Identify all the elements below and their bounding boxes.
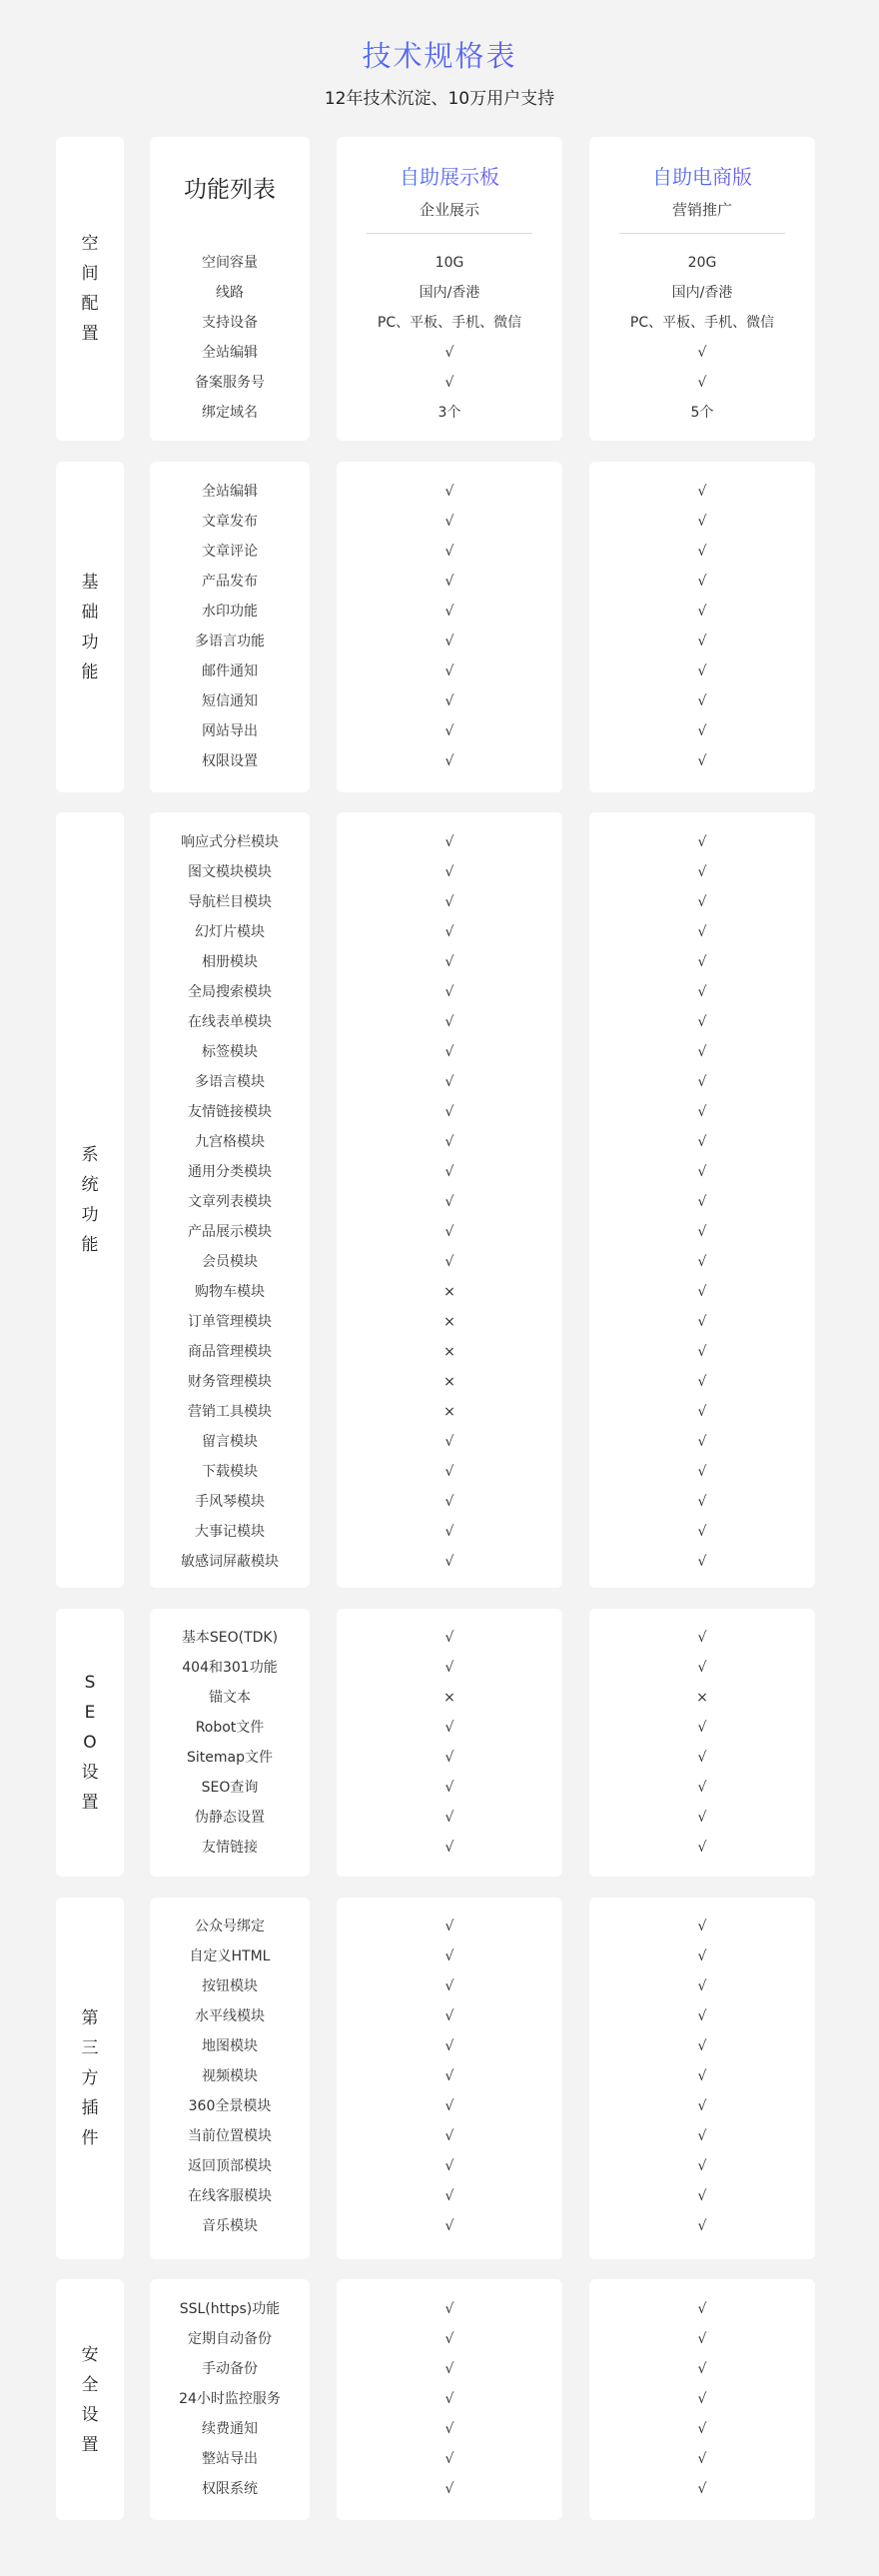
- feature-label: 图文模块模块: [188, 864, 272, 880]
- feature-value: √: [697, 1284, 707, 1300]
- feature-label: 文章评论: [202, 544, 258, 560]
- row-list: [589, 1912, 815, 2241]
- value-card: [589, 2279, 815, 2520]
- value-card: [589, 812, 815, 1588]
- feature-value: √: [444, 574, 454, 590]
- category-char: 全: [81, 2374, 99, 2395]
- feature-label: 24小时监控服务: [179, 2391, 281, 2407]
- feature-value: √: [697, 894, 707, 910]
- row-list: [150, 827, 310, 1577]
- feature-value: √: [697, 2008, 707, 2024]
- feature-value: √: [444, 984, 454, 1000]
- feature-value: ×: [696, 1690, 708, 1706]
- feature-card: [150, 2279, 310, 2520]
- feature-label: 在线表单模块: [188, 1014, 272, 1030]
- row-list: [589, 248, 815, 428]
- plan-subtitle: 营销推广: [671, 201, 732, 219]
- feature-label: 邮件通知: [202, 663, 258, 679]
- row-list: [337, 248, 562, 428]
- value-card: [589, 1898, 815, 2259]
- category-char: 能: [81, 1235, 99, 1255]
- plan-name: 自助展示板: [337, 161, 562, 190]
- feature-value: √: [444, 1660, 454, 1676]
- feature-label: 手动备份: [202, 2361, 258, 2377]
- feature-value: √: [697, 954, 707, 970]
- feature-value: √: [444, 1464, 454, 1480]
- feature-label: 通用分类模块: [188, 1164, 272, 1180]
- category-char: 功: [81, 632, 99, 652]
- feature-value: ×: [443, 1314, 455, 1330]
- feature-value: √: [444, 345, 454, 361]
- category-char: 功: [81, 1205, 99, 1225]
- feature-value: 5个: [690, 405, 714, 421]
- value-card: [337, 812, 562, 1588]
- feature-value: √: [697, 1524, 707, 1540]
- feature-value: PC、平板、手机、微信: [377, 315, 522, 331]
- feature-value: √: [444, 2038, 454, 2054]
- feature-value: √: [697, 514, 707, 530]
- row-list: [337, 2294, 562, 2504]
- feature-value: √: [697, 2158, 707, 2174]
- category-char: 插: [81, 2098, 99, 2118]
- feature-value: √: [697, 1434, 707, 1450]
- feature-label: 空间容量: [202, 255, 258, 271]
- plan-name: 自助电商版: [589, 161, 815, 190]
- feature-label: 按钮模块: [202, 1978, 258, 1994]
- feature-value: √: [697, 1554, 707, 1570]
- feature-label: Sitemap文件: [187, 1750, 273, 1766]
- row-list: [589, 1623, 815, 1863]
- feature-value: √: [444, 2421, 454, 2437]
- category-char: 第: [81, 2008, 99, 2028]
- category-char: 系: [81, 1145, 99, 1165]
- feature-value: √: [444, 1630, 454, 1646]
- category-card: [56, 812, 124, 1588]
- feature-value: √: [444, 2451, 454, 2467]
- category-char: 间: [81, 264, 99, 284]
- feature-value: 国内/香港: [671, 285, 733, 301]
- feature-value: √: [444, 2188, 454, 2204]
- category-char: 件: [81, 2128, 99, 2148]
- feature-label: 多语言功能: [195, 634, 265, 649]
- category-char: 设: [81, 2404, 99, 2425]
- feature-label: 产品发布: [202, 574, 258, 590]
- feature-value: √: [444, 924, 454, 940]
- feature-label: 相册模块: [202, 954, 258, 970]
- feature-value: √: [444, 2158, 454, 2174]
- feature-label: 绑定域名: [202, 405, 258, 421]
- feature-value: √: [444, 2391, 454, 2407]
- feature-value: √: [444, 2008, 454, 2024]
- feature-value: √: [697, 1104, 707, 1120]
- category-char: 三: [81, 2038, 99, 2058]
- feature-value: √: [697, 2068, 707, 2084]
- feature-value: √: [444, 1750, 454, 1766]
- feature-value: √: [697, 834, 707, 850]
- feature-label: SSL(https)功能: [179, 2301, 281, 2317]
- feature-value: 3个: [438, 405, 461, 421]
- feature-value: √: [444, 544, 454, 560]
- feature-label: 支持设备: [202, 315, 258, 331]
- feature-value: √: [697, 1948, 707, 1964]
- feature-value: √: [697, 2421, 707, 2437]
- row-list: [337, 827, 562, 1577]
- plan-divider: [367, 233, 532, 234]
- feature-value: √: [697, 2451, 707, 2467]
- value-card: [337, 462, 562, 792]
- feature-value: √: [697, 1720, 707, 1736]
- feature-value: √: [697, 1919, 707, 1934]
- feature-label: 手风琴模块: [195, 1494, 265, 1510]
- feature-value: √: [444, 2218, 454, 2234]
- feature-label: 定期自动备份: [188, 2331, 272, 2347]
- feature-value: √: [444, 1810, 454, 1826]
- feature-value: √: [444, 484, 454, 500]
- feature-value: √: [697, 2391, 707, 2407]
- row-list: [150, 477, 310, 776]
- feature-value: √: [444, 834, 454, 850]
- feature-label: 购物车模块: [195, 1284, 265, 1300]
- feature-label: 锚文本: [209, 1690, 251, 1706]
- feature-value: √: [697, 574, 707, 590]
- feature-label: 网站导出: [202, 723, 258, 739]
- feature-value: √: [697, 984, 707, 1000]
- feature-value: √: [697, 2218, 707, 2234]
- feature-label: 公众号绑定: [195, 1919, 265, 1934]
- feature-value: √: [444, 693, 454, 709]
- feature-value: √: [444, 2128, 454, 2144]
- feature-value: √: [697, 345, 707, 361]
- feature-label: 文章列表模块: [188, 1194, 272, 1210]
- row-list: [589, 2294, 815, 2504]
- feature-label: 在线客服模块: [188, 2188, 272, 2204]
- feature-card: [150, 462, 310, 792]
- feature-value: √: [697, 1134, 707, 1150]
- feature-value: √: [697, 1014, 707, 1030]
- feature-value: √: [697, 924, 707, 940]
- feature-value: √: [697, 1810, 707, 1826]
- feature-value: √: [697, 1074, 707, 1090]
- feature-value: √: [697, 1344, 707, 1360]
- feature-value: √: [697, 1374, 707, 1390]
- value-card: [337, 2279, 562, 2520]
- feature-card: [150, 812, 310, 1588]
- feature-value: √: [697, 1404, 707, 1420]
- feature-label: 大事记模块: [195, 1524, 265, 1540]
- feature-value: √: [444, 375, 454, 391]
- feature-card: [150, 1898, 310, 2259]
- feature-value: √: [444, 604, 454, 620]
- feature-value: √: [444, 2068, 454, 2084]
- category-char: 置: [81, 2434, 99, 2455]
- feature-value: √: [444, 864, 454, 880]
- row-list: [150, 248, 310, 428]
- feature-value: √: [444, 2331, 454, 2347]
- feature-value: √: [444, 1224, 454, 1240]
- category-char: 置: [81, 1793, 99, 1813]
- category-char: 配: [81, 294, 99, 314]
- category-char: O: [83, 1733, 97, 1753]
- feature-label: 文章发布: [202, 514, 258, 530]
- feature-value: √: [697, 544, 707, 560]
- feature-label: 全站编辑: [202, 484, 258, 500]
- feature-value: ×: [443, 1344, 455, 1360]
- feature-value: √: [697, 864, 707, 880]
- row-list: [150, 1912, 310, 2241]
- feature-label: 营销工具模块: [188, 1404, 272, 1420]
- feature-value: ×: [443, 1690, 455, 1706]
- feature-label: 360全景模块: [188, 2098, 272, 2114]
- category-char: 统: [81, 1175, 99, 1195]
- feature-value: ×: [443, 1374, 455, 1390]
- category-card: [56, 1609, 124, 1877]
- feature-value: √: [444, 514, 454, 530]
- feature-value: √: [444, 1074, 454, 1090]
- feature-label: 留言模块: [202, 1434, 258, 1450]
- feature-label: 自定义HTML: [189, 1948, 271, 1964]
- feature-value: 国内/香港: [419, 285, 480, 301]
- feature-label: 当前位置模块: [188, 2128, 272, 2144]
- feature-value: ×: [443, 1404, 455, 1420]
- feature-value: √: [697, 1194, 707, 1210]
- row-list: [150, 2294, 310, 2504]
- feature-value: √: [444, 663, 454, 679]
- feature-value: √: [444, 1014, 454, 1030]
- feature-value: √: [697, 1254, 707, 1270]
- category-char: 置: [81, 324, 99, 344]
- feature-value: √: [697, 1224, 707, 1240]
- row-list: [337, 1912, 562, 2241]
- feature-value: √: [697, 2038, 707, 2054]
- category-card: [56, 1898, 124, 2259]
- feature-value: √: [444, 1254, 454, 1270]
- feature-value: √: [697, 634, 707, 649]
- feature-label: 全局搜索模块: [188, 984, 272, 1000]
- feature-label: SEO查询: [201, 1780, 259, 1796]
- feature-value: √: [697, 1044, 707, 1060]
- feature-value: √: [444, 1494, 454, 1510]
- row-list: [589, 477, 815, 776]
- feature-value: √: [697, 2301, 707, 2317]
- feature-value: √: [444, 1134, 454, 1150]
- value-card: [337, 1609, 562, 1877]
- feature-value: √: [444, 1104, 454, 1120]
- feature-value: √: [444, 1524, 454, 1540]
- feature-value: √: [697, 484, 707, 500]
- page-subtitle: 12年技术沉淀、10万用户支持: [324, 89, 555, 109]
- feature-label: 商品管理模块: [188, 1344, 272, 1360]
- row-list: [589, 827, 815, 1577]
- feature-value: ×: [443, 1284, 455, 1300]
- value-card: [589, 1609, 815, 1877]
- feature-value: √: [444, 2361, 454, 2377]
- category-char: 能: [81, 661, 99, 682]
- category-char: 空: [81, 234, 99, 254]
- feature-label: 伪静态设置: [195, 1810, 265, 1826]
- feature-label: 返回顶部模块: [188, 2158, 272, 2174]
- category-char: 方: [81, 2068, 99, 2088]
- feature-label: 基本SEO(TDK): [181, 1630, 279, 1646]
- plan-divider: [619, 233, 785, 234]
- feature-label: 会员模块: [202, 1254, 258, 1270]
- feature-value: √: [697, 1978, 707, 1994]
- feature-card: [150, 137, 310, 441]
- category-card: [56, 137, 124, 441]
- category-char: E: [84, 1703, 96, 1723]
- feature-label: 备案服务号: [195, 375, 265, 391]
- feature-label: 权限设置: [202, 753, 258, 769]
- feature-label: 续费通知: [202, 2421, 258, 2437]
- feature-value: √: [444, 1194, 454, 1210]
- feature-value: 10G: [435, 255, 464, 271]
- feature-value: √: [697, 2188, 707, 2204]
- feature-value: √: [697, 693, 707, 709]
- category-char: 设: [81, 1763, 99, 1783]
- feature-label: 短信通知: [202, 693, 258, 709]
- feature-label: 水印功能: [202, 604, 258, 620]
- feature-value: √: [697, 753, 707, 769]
- feature-label: 九宫格模块: [195, 1134, 265, 1150]
- feature-label: 下载模块: [202, 1464, 258, 1480]
- feature-label: 标签模块: [202, 1044, 258, 1060]
- category-char: S: [84, 1673, 96, 1693]
- feature-label: 友情链接模块: [188, 1104, 272, 1120]
- feature-label: 订单管理模块: [188, 1314, 272, 1330]
- category-card: [56, 2279, 124, 2520]
- row-list: [337, 1623, 562, 1863]
- plan-card: [337, 137, 562, 441]
- feature-label: 幻灯片模块: [195, 924, 265, 940]
- feature-value: √: [444, 753, 454, 769]
- feature-value: √: [444, 1720, 454, 1736]
- feature-value: √: [697, 2331, 707, 2347]
- row-list: [337, 477, 562, 776]
- feature-value: √: [697, 2361, 707, 2377]
- feature-label: 音乐模块: [202, 2218, 258, 2234]
- feature-value: √: [697, 2481, 707, 2497]
- feature-value: √: [444, 2301, 454, 2317]
- feature-label: 404和301功能: [182, 1660, 278, 1676]
- feature-label: 地图模块: [202, 2038, 258, 2054]
- feature-value: √: [697, 1630, 707, 1646]
- feature-value: √: [697, 1660, 707, 1676]
- feature-label: 财务管理模块: [188, 1374, 272, 1390]
- feature-value: √: [697, 1494, 707, 1510]
- feature-value: √: [444, 1978, 454, 1994]
- page-title: 技术规格表: [0, 34, 879, 75]
- category-char: 础: [81, 602, 99, 623]
- feature-label: 导航栏目模块: [188, 894, 272, 910]
- feature-label: 产品展示模块: [188, 1224, 272, 1240]
- feature-value: √: [444, 1840, 454, 1856]
- value-card: [337, 1898, 562, 2259]
- feature-value: √: [697, 604, 707, 620]
- feature-value: √: [444, 1948, 454, 1964]
- feature-label: 线路: [216, 285, 244, 301]
- feature-value: √: [444, 1554, 454, 1570]
- feature-label: 敏感词屏蔽模块: [181, 1554, 279, 1570]
- feature-value: √: [697, 2128, 707, 2144]
- feature-label: 整站导出: [202, 2451, 258, 2467]
- feature-value: 20G: [687, 255, 717, 271]
- feature-value: √: [697, 1314, 707, 1330]
- feature-value: √: [697, 1780, 707, 1796]
- value-card: [589, 462, 815, 792]
- feature-value: √: [444, 954, 454, 970]
- feature-label: 友情链接: [202, 1840, 258, 1856]
- feature-value: √: [444, 634, 454, 649]
- plan-card: [589, 137, 815, 441]
- plan-subtitle: 企业展示: [419, 201, 479, 219]
- category-char: 安: [81, 2344, 99, 2365]
- category-char: 基: [81, 572, 99, 593]
- feature-value: √: [697, 1464, 707, 1480]
- feature-label: Robot文件: [195, 1720, 265, 1736]
- feature-value: √: [444, 1164, 454, 1180]
- feature-value: √: [444, 1044, 454, 1060]
- feature-list-title: 功能列表: [184, 177, 276, 203]
- feature-value: √: [697, 663, 707, 679]
- feature-label: 水平线模块: [195, 2008, 265, 2024]
- feature-value: √: [444, 1919, 454, 1934]
- feature-label: 权限系统: [202, 2481, 258, 2497]
- feature-value: PC、平板、手机、微信: [629, 315, 775, 331]
- feature-value: √: [444, 1434, 454, 1450]
- feature-value: √: [697, 2098, 707, 2114]
- feature-label: 多语言模块: [195, 1074, 265, 1090]
- row-list: [150, 1623, 310, 1863]
- category-card: [56, 462, 124, 792]
- feature-value: √: [444, 2481, 454, 2497]
- feature-card: [150, 1609, 310, 1877]
- feature-label: 响应式分栏模块: [181, 834, 279, 850]
- feature-value: √: [444, 2098, 454, 2114]
- feature-value: √: [697, 1750, 707, 1766]
- feature-value: √: [444, 1780, 454, 1796]
- feature-label: 视频模块: [202, 2068, 258, 2084]
- feature-value: √: [697, 1164, 707, 1180]
- feature-value: √: [697, 1840, 707, 1856]
- feature-value: √: [444, 723, 454, 739]
- feature-label: 全站编辑: [202, 345, 258, 361]
- feature-value: √: [444, 894, 454, 910]
- feature-value: √: [697, 375, 707, 391]
- feature-value: √: [697, 723, 707, 739]
